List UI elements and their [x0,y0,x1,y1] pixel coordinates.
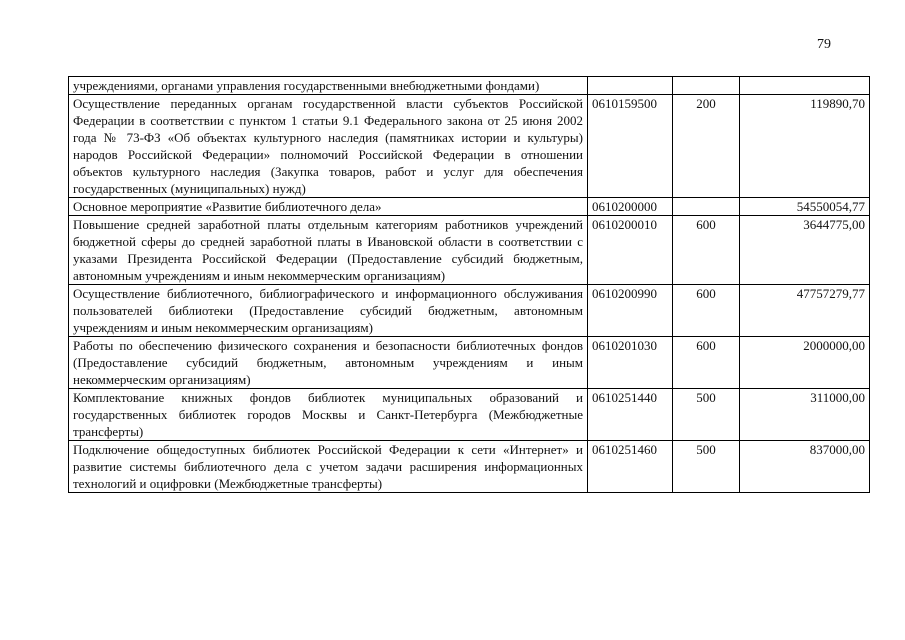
row-expense-type: 200 [673,95,740,198]
row-name: Осуществление библиотечного, библиографического и информационного обслуживания пользователей библиотеки (Предоставление субсидий бюджетным, автономным учреждениям и иным некоммерческим организациям) [69,285,588,337]
row-code: 0610200990 [588,285,673,337]
row-code: 0610200000 [588,198,673,216]
row-sum: 119890,70 [740,95,870,198]
row-name: учреждениями, органами управления государственными внебюджетными фондами) [69,77,588,95]
row-code: 0610251440 [588,389,673,441]
row-expense-type: 500 [673,441,740,493]
row-sum: 3644775,00 [740,216,870,285]
table-row [69,216,870,285]
row-expense-type [673,198,740,216]
row-expense-type [673,77,740,95]
table-row [69,285,870,337]
table-row [69,77,870,95]
row-name: Осуществление переданных органам государственной власти субъектов Российской Федерации в соответствии с пунктом 1 статьи 9.1 Федерального закона от 25 июня 2002 года № 73-ФЗ «Об объектах культурного наследия (памятниках истории и культуры) народов Российской Федерации» полномочий Российской Федерации в отношении объектов культурного наследия (Закупка товаров, работ и услуг для обеспечения государственных (муниципальных) нужд) [69,95,588,198]
table-row [69,337,870,389]
row-code: 0610200010 [588,216,673,285]
row-code: 0610251460 [588,441,673,493]
row-sum: 311000,00 [740,389,870,441]
row-expense-type: 600 [673,216,740,285]
page-number: 79 [817,37,831,52]
table-row [69,389,870,441]
row-expense-type: 600 [673,285,740,337]
row-name: Повышение средней заработной платы отдельным категориям работников учреждений бюджетной сферы до средней заработной платы в Ивановской области в соответствии с указами Президента Российской Федерации (Предоставление субсидий бюджетным, автономным учреждениям и иным некоммерческим организациям) [69,216,588,285]
table-row [69,198,870,216]
row-sum: 54550054,77 [740,198,870,216]
row-code [588,77,673,95]
row-sum [740,77,870,95]
row-name: Работы по обеспечению физического сохранения и безопасности библиотечных фондов (Предоставление субсидий бюджетным, автономным учреждениям и иным некоммерческим организациям) [69,337,588,389]
table-row [69,95,870,198]
row-name: Подключение общедоступных библиотек Российской Федерации к сети «Интернет» и развитие системы библиотечного дела с учетом задачи расширения информационных технологий и оцифровки (Межбюджетные трансферты) [69,441,588,493]
row-code: 0610201030 [588,337,673,389]
row-name: Комплектование книжных фондов библиотек муниципальных образований и государственных библиотек городов Москвы и Санкт-Петербурга (Межбюджетные трансферты) [69,389,588,441]
budget-table [68,76,870,493]
row-expense-type: 500 [673,389,740,441]
row-name: Основное мероприятие «Развитие библиотечного дела» [69,198,588,216]
row-sum: 837000,00 [740,441,870,493]
row-expense-type: 600 [673,337,740,389]
table-row [69,441,870,493]
row-sum: 2000000,00 [740,337,870,389]
row-code: 0610159500 [588,95,673,198]
row-sum: 47757279,77 [740,285,870,337]
